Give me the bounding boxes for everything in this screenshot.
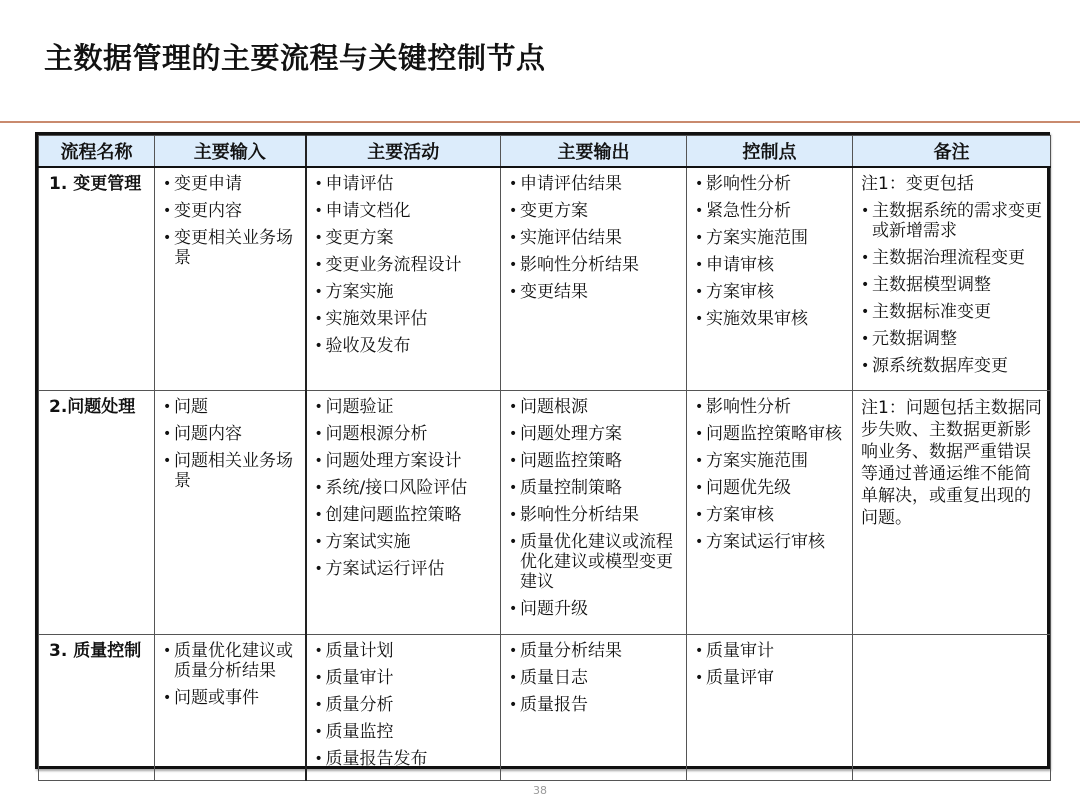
bullet-icon: • <box>695 176 704 192</box>
list-item: • 质量评审 <box>695 668 774 688</box>
list-item: • 申请审核 <box>695 255 774 275</box>
bullet-icon: • <box>314 453 323 469</box>
bullet-icon: • <box>314 480 323 496</box>
bullet-icon: • <box>163 426 172 442</box>
table-row-change-management <box>39 167 1051 391</box>
outputs-cell <box>501 391 687 635</box>
list-item: • 创建问题监控策略 <box>314 505 462 525</box>
header-process-name: 流程名称 <box>39 136 155 168</box>
bullet-icon: • <box>509 257 518 273</box>
list-item: • 问题 <box>163 397 208 417</box>
controls-cell <box>687 167 853 391</box>
bullet-icon: • <box>163 230 172 246</box>
remarks-cell <box>853 391 1051 635</box>
header-remarks: 备注 <box>853 136 1051 168</box>
process-name-cell: 2.问题处理 <box>39 391 155 635</box>
process-name-cell: 1. 变更管理 <box>39 167 155 391</box>
bullet-icon: • <box>695 534 704 550</box>
activities-cell <box>306 391 501 635</box>
list-item: • 实施效果审核 <box>695 309 808 329</box>
list-item: • 质量计划 <box>314 641 394 661</box>
outputs-list <box>509 174 678 302</box>
remarks-cell <box>853 635 1051 781</box>
bullet-icon: • <box>314 751 323 767</box>
list-item: • 主数据治理流程变更 <box>861 248 1025 268</box>
list-item: • 元数据调整 <box>861 329 957 349</box>
bullet-icon: • <box>509 426 518 442</box>
bullet-icon: • <box>509 534 518 550</box>
bullet-icon: • <box>314 338 323 354</box>
outputs-cell <box>501 635 687 781</box>
list-item: • 申请评估结果 <box>509 174 622 194</box>
list-item: • 质量审计 <box>695 641 774 661</box>
bullet-icon: • <box>695 480 704 496</box>
bullet-icon: • <box>509 176 518 192</box>
bullet-icon: • <box>695 399 704 415</box>
list-item: • 紧急性分析 <box>695 201 791 221</box>
bullet-icon: • <box>314 399 323 415</box>
list-item: • 源系统数据库变更 <box>861 356 1008 376</box>
list-item: • 方案试运行评估 <box>314 559 445 579</box>
list-item: • 申请文档化 <box>314 201 411 221</box>
list-item: • 申请评估 <box>314 174 394 194</box>
bullet-icon: • <box>509 601 518 617</box>
remarks-list <box>861 201 1042 376</box>
list-item: • 质量日志 <box>509 668 588 688</box>
bullet-icon: • <box>163 399 172 415</box>
bullet-icon: • <box>695 284 704 300</box>
list-item: • 问题监控策略 <box>509 451 622 471</box>
note-text: 注1：问题包括主数据同步失败、主数据更新影响业务、数据严重错误等通过普通运维不能简单解决，或重复出现的问题。 <box>861 398 1042 528</box>
bullet-icon: • <box>314 561 323 577</box>
list-item: • 问题根源 <box>509 397 588 417</box>
list-item: • 实施效果评估 <box>314 309 428 329</box>
outputs-list <box>509 397 678 619</box>
outputs-list <box>509 641 678 715</box>
list-item: • 质量优化建议或质量分析结果 <box>163 641 293 681</box>
bullet-icon: • <box>314 697 323 713</box>
list-item: • 质量控制策略 <box>509 478 622 498</box>
page-title: 主数据管理的主要流程与关键控制节点 <box>44 41 546 75</box>
bullet-icon: • <box>509 670 518 686</box>
list-item: • 方案试实施 <box>314 532 411 552</box>
process-control-table <box>35 132 1050 769</box>
bullet-icon: • <box>861 277 870 293</box>
bullet-icon: • <box>695 203 704 219</box>
list-item: • 质量审计 <box>314 668 394 688</box>
bullet-icon: • <box>314 670 323 686</box>
list-item: • 质量报告 <box>509 695 588 715</box>
list-item: • 问题内容 <box>163 424 242 444</box>
list-item: • 问题监控策略审核 <box>695 424 842 444</box>
list-item: • 主数据模型调整 <box>861 275 991 295</box>
bullet-icon: • <box>314 643 323 659</box>
bullet-icon: • <box>695 453 704 469</box>
bullet-icon: • <box>163 453 172 469</box>
list-item: • 变更业务流程设计 <box>314 255 462 275</box>
list-item: • 问题处理方案 <box>509 424 622 444</box>
activities-list <box>315 174 493 356</box>
bullet-icon: • <box>509 480 518 496</box>
bullet-icon: • <box>695 311 704 327</box>
bullet-icon: • <box>509 697 518 713</box>
list-item: • 方案审核 <box>695 282 774 302</box>
list-item: • 影响性分析 <box>695 397 791 417</box>
header-control-point: 控制点 <box>687 136 853 168</box>
bullet-icon: • <box>314 426 323 442</box>
controls-cell <box>687 391 853 635</box>
controls-list <box>695 174 844 329</box>
list-item: • 问题验证 <box>314 397 394 417</box>
list-item: • 质量监控 <box>314 722 394 742</box>
bullet-icon: • <box>695 670 704 686</box>
list-item: • 变更申请 <box>163 174 242 194</box>
activities-cell <box>306 635 501 781</box>
list-item: • 质量优化建议或流程优化建议或模型变更建议 <box>509 532 673 592</box>
list-item: • 系统/接口风险评估 <box>314 478 468 498</box>
list-item: • 问题升级 <box>509 599 588 619</box>
list-item: • 问题相关业务场景 <box>163 451 293 491</box>
list-item: • 方案审核 <box>695 505 774 525</box>
list-item: • 影响性分析 <box>695 174 791 194</box>
list-item: • 问题处理方案设计 <box>314 451 462 471</box>
controls-list <box>695 641 844 688</box>
bullet-icon: • <box>861 304 870 320</box>
bullet-icon: • <box>314 534 323 550</box>
table-row-quality-control <box>39 635 1051 781</box>
list-item: • 变更内容 <box>163 201 242 221</box>
title-divider <box>0 121 1080 123</box>
bullet-icon: • <box>314 311 323 327</box>
table-row-issue-handling <box>39 391 1051 635</box>
list-item: • 实施评估结果 <box>509 228 622 248</box>
bullet-icon: • <box>509 203 518 219</box>
list-item: • 变更相关业务场景 <box>163 228 293 268</box>
list-item: • 质量报告发布 <box>314 749 428 769</box>
process-name-cell: 3. 质量控制 <box>39 635 155 781</box>
header-main-activity: 主要活动 <box>306 136 501 168</box>
list-item: • 问题根源分析 <box>314 424 428 444</box>
bullet-icon: • <box>314 284 323 300</box>
list-item: • 方案试运行审核 <box>695 532 825 552</box>
inputs-cell <box>155 391 306 635</box>
list-item: • 影响性分析结果 <box>509 505 639 525</box>
controls-cell <box>687 635 853 781</box>
inputs-list <box>163 174 297 268</box>
bullet-icon: • <box>163 643 172 659</box>
bullet-icon: • <box>509 230 518 246</box>
activities-list <box>315 397 493 579</box>
bullet-icon: • <box>509 507 518 523</box>
outputs-cell <box>501 167 687 391</box>
list-item: • 影响性分析结果 <box>509 255 639 275</box>
list-item: • 变更方案 <box>509 201 588 221</box>
bullet-icon: • <box>163 176 172 192</box>
bullet-icon: • <box>509 399 518 415</box>
list-item: • 主数据系统的需求变更或新增需求 <box>861 201 1042 241</box>
bullet-icon: • <box>314 724 323 740</box>
bullet-icon: • <box>695 643 704 659</box>
list-item: • 质量分析 <box>314 695 394 715</box>
list-item: • 变更方案 <box>314 228 394 248</box>
inputs-list <box>163 641 297 708</box>
bullet-icon: • <box>314 176 323 192</box>
list-item: • 质量分析结果 <box>509 641 622 661</box>
bullet-icon: • <box>509 643 518 659</box>
list-item: • 方案实施 <box>314 282 394 302</box>
bullet-icon: • <box>861 358 870 374</box>
activities-list <box>315 641 493 769</box>
list-item: • 方案实施范围 <box>695 451 808 471</box>
inputs-cell <box>155 167 306 391</box>
bullet-icon: • <box>861 203 870 219</box>
list-item: • 问题或事件 <box>163 688 259 708</box>
bullet-icon: • <box>695 257 704 273</box>
list-item: • 主数据标准变更 <box>861 302 991 322</box>
list-item: • 方案实施范围 <box>695 228 808 248</box>
bullet-icon: • <box>314 203 323 219</box>
bullet-icon: • <box>509 453 518 469</box>
bullet-icon: • <box>861 331 870 347</box>
inputs-list <box>163 397 297 491</box>
bullet-icon: • <box>861 250 870 266</box>
note-heading: 注1：变更包括 <box>861 174 974 194</box>
bullet-icon: • <box>314 230 323 246</box>
activities-cell <box>306 167 501 391</box>
bullet-icon: • <box>695 507 704 523</box>
list-item: • 变更结果 <box>509 282 588 302</box>
bullet-icon: • <box>695 230 704 246</box>
bullet-icon: • <box>695 426 704 442</box>
header-main-input: 主要输入 <box>155 136 306 168</box>
remarks-cell <box>853 167 1051 391</box>
list-item: • 验收及发布 <box>314 336 411 356</box>
list-item: • 问题优先级 <box>695 478 791 498</box>
inputs-cell <box>155 635 306 781</box>
header-main-output: 主要输出 <box>501 136 687 168</box>
bullet-icon: • <box>314 507 323 523</box>
bullet-icon: • <box>509 284 518 300</box>
bullet-icon: • <box>314 257 323 273</box>
bullet-icon: • <box>163 203 172 219</box>
page-number: 38 <box>533 784 547 797</box>
table-header-row <box>39 136 1051 168</box>
bullet-icon: • <box>163 690 172 706</box>
controls-list <box>695 397 844 552</box>
